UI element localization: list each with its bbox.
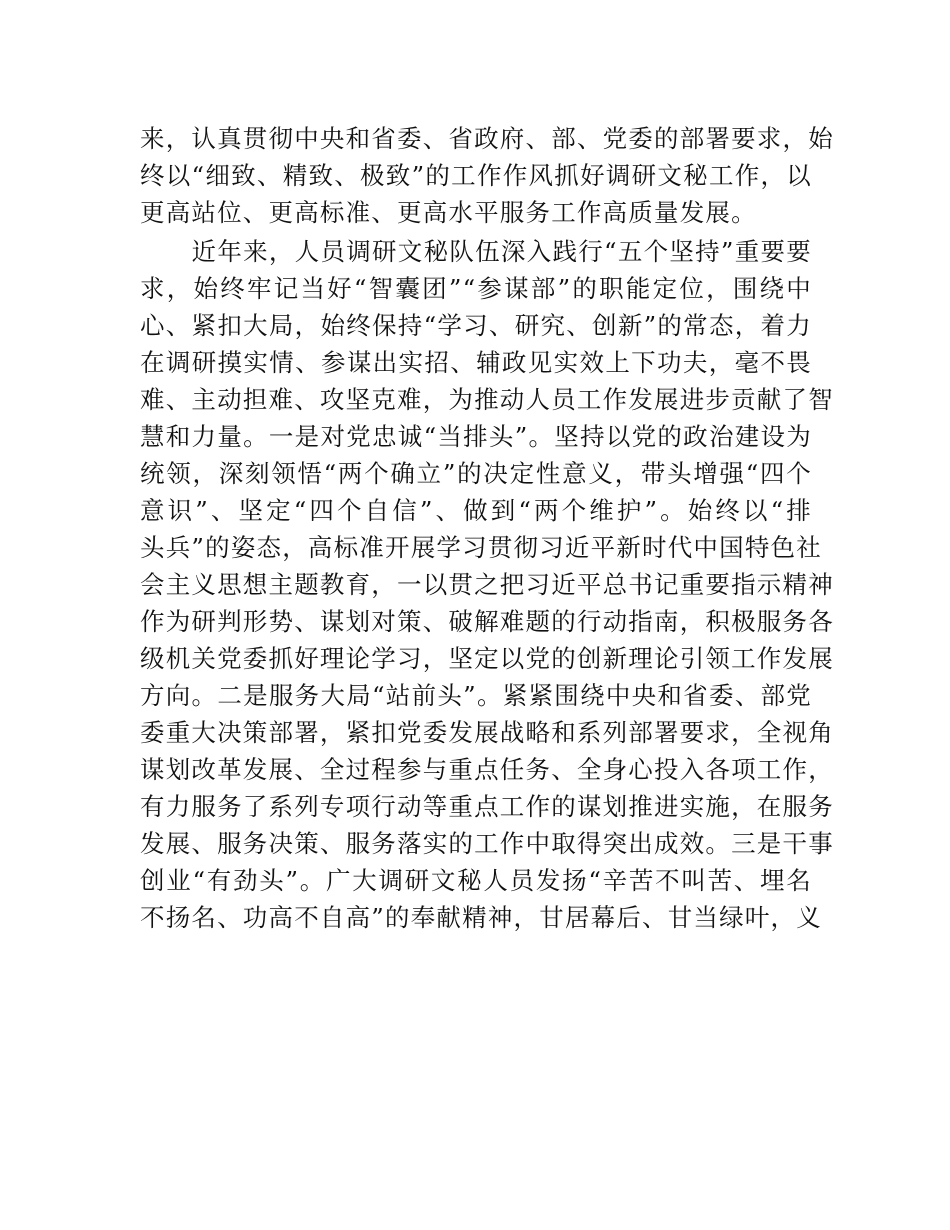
text-line: 意识”、坚定“四个自信”、做到“两个维护”。始终以“排 [140, 496, 812, 525]
text-line: 不扬名、功高不自高”的奉献精神，甘居幕后、甘当绿叶，义 [140, 903, 822, 932]
text-line: 终以“细致、精致、极致”的工作作风抓好调研文秘工作，以 [140, 161, 812, 190]
text-line: 创业“有劲头”。广大调研文秘人员发扬“辛苦不叫苦、埋名 [140, 866, 812, 895]
paragraph-continued [140, 120, 834, 231]
text-line: 方向。二是服务大局“站前头”。紧紧围绕中央和省委、部党 [140, 681, 812, 710]
text-line: 近年来，人员调研文秘队伍深入践行“五个坚持”重要要 [140, 237, 812, 266]
text-line: 作为研判形势、谋划对策、破解难题的行动指南，积极服务各 [140, 607, 834, 636]
text-line: 有力服务了系列专项行动等重点工作的谋划推进实施，在服务 [140, 792, 834, 821]
text-line: 头兵”的姿态，高标准开展学习贯彻习近平新时代中国特色社 [140, 533, 822, 562]
text-line: 发展、服务决策、服务落实的工作中取得突出成效。三是干事 [140, 829, 834, 858]
text-line: 谋划改革发展、全过程参与重点任务、全身心投入各项工作， [140, 755, 834, 784]
paragraph-main [140, 233, 834, 936]
text-line: 更高站位、更高标准、更高水平服务工作高质量发展。 [140, 198, 757, 227]
text-line: 难、主动担难、攻坚克难，为推动人员工作发展进步贡献了智 [140, 385, 834, 414]
text-line: 来，认真贯彻中央和省委、省政府、部、党委的部署要求，始 [140, 124, 834, 153]
text-line: 在调研摸实情、参谋出实招、辅政见实效上下功夫，毫不畏 [140, 348, 812, 377]
text-line: 级机关党委抓好理论学习，坚定以党的创新理论引领工作发展 [140, 644, 834, 673]
text-line: 统领，深刻领悟“两个确立”的决定性意义，带头增强“四个 [140, 459, 812, 488]
text-line: 求，始终牢记当好“智囊团”“参谋部”的职能定位，围绕中 [140, 274, 812, 303]
text-line: 心、紧扣大局，始终保持“学习、研究、创新”的常态，着力 [140, 311, 812, 340]
text-line: 委重大决策部署，紧扣党委发展战略和系列部署要求，全视角 [140, 718, 834, 747]
text-line: 慧和力量。一是对党忠诚“当排头”。坚持以党的政治建设为 [140, 422, 812, 451]
text-line: 会主义思想主题教育，一以贯之把习近平总书记重要指示精神 [140, 570, 834, 599]
